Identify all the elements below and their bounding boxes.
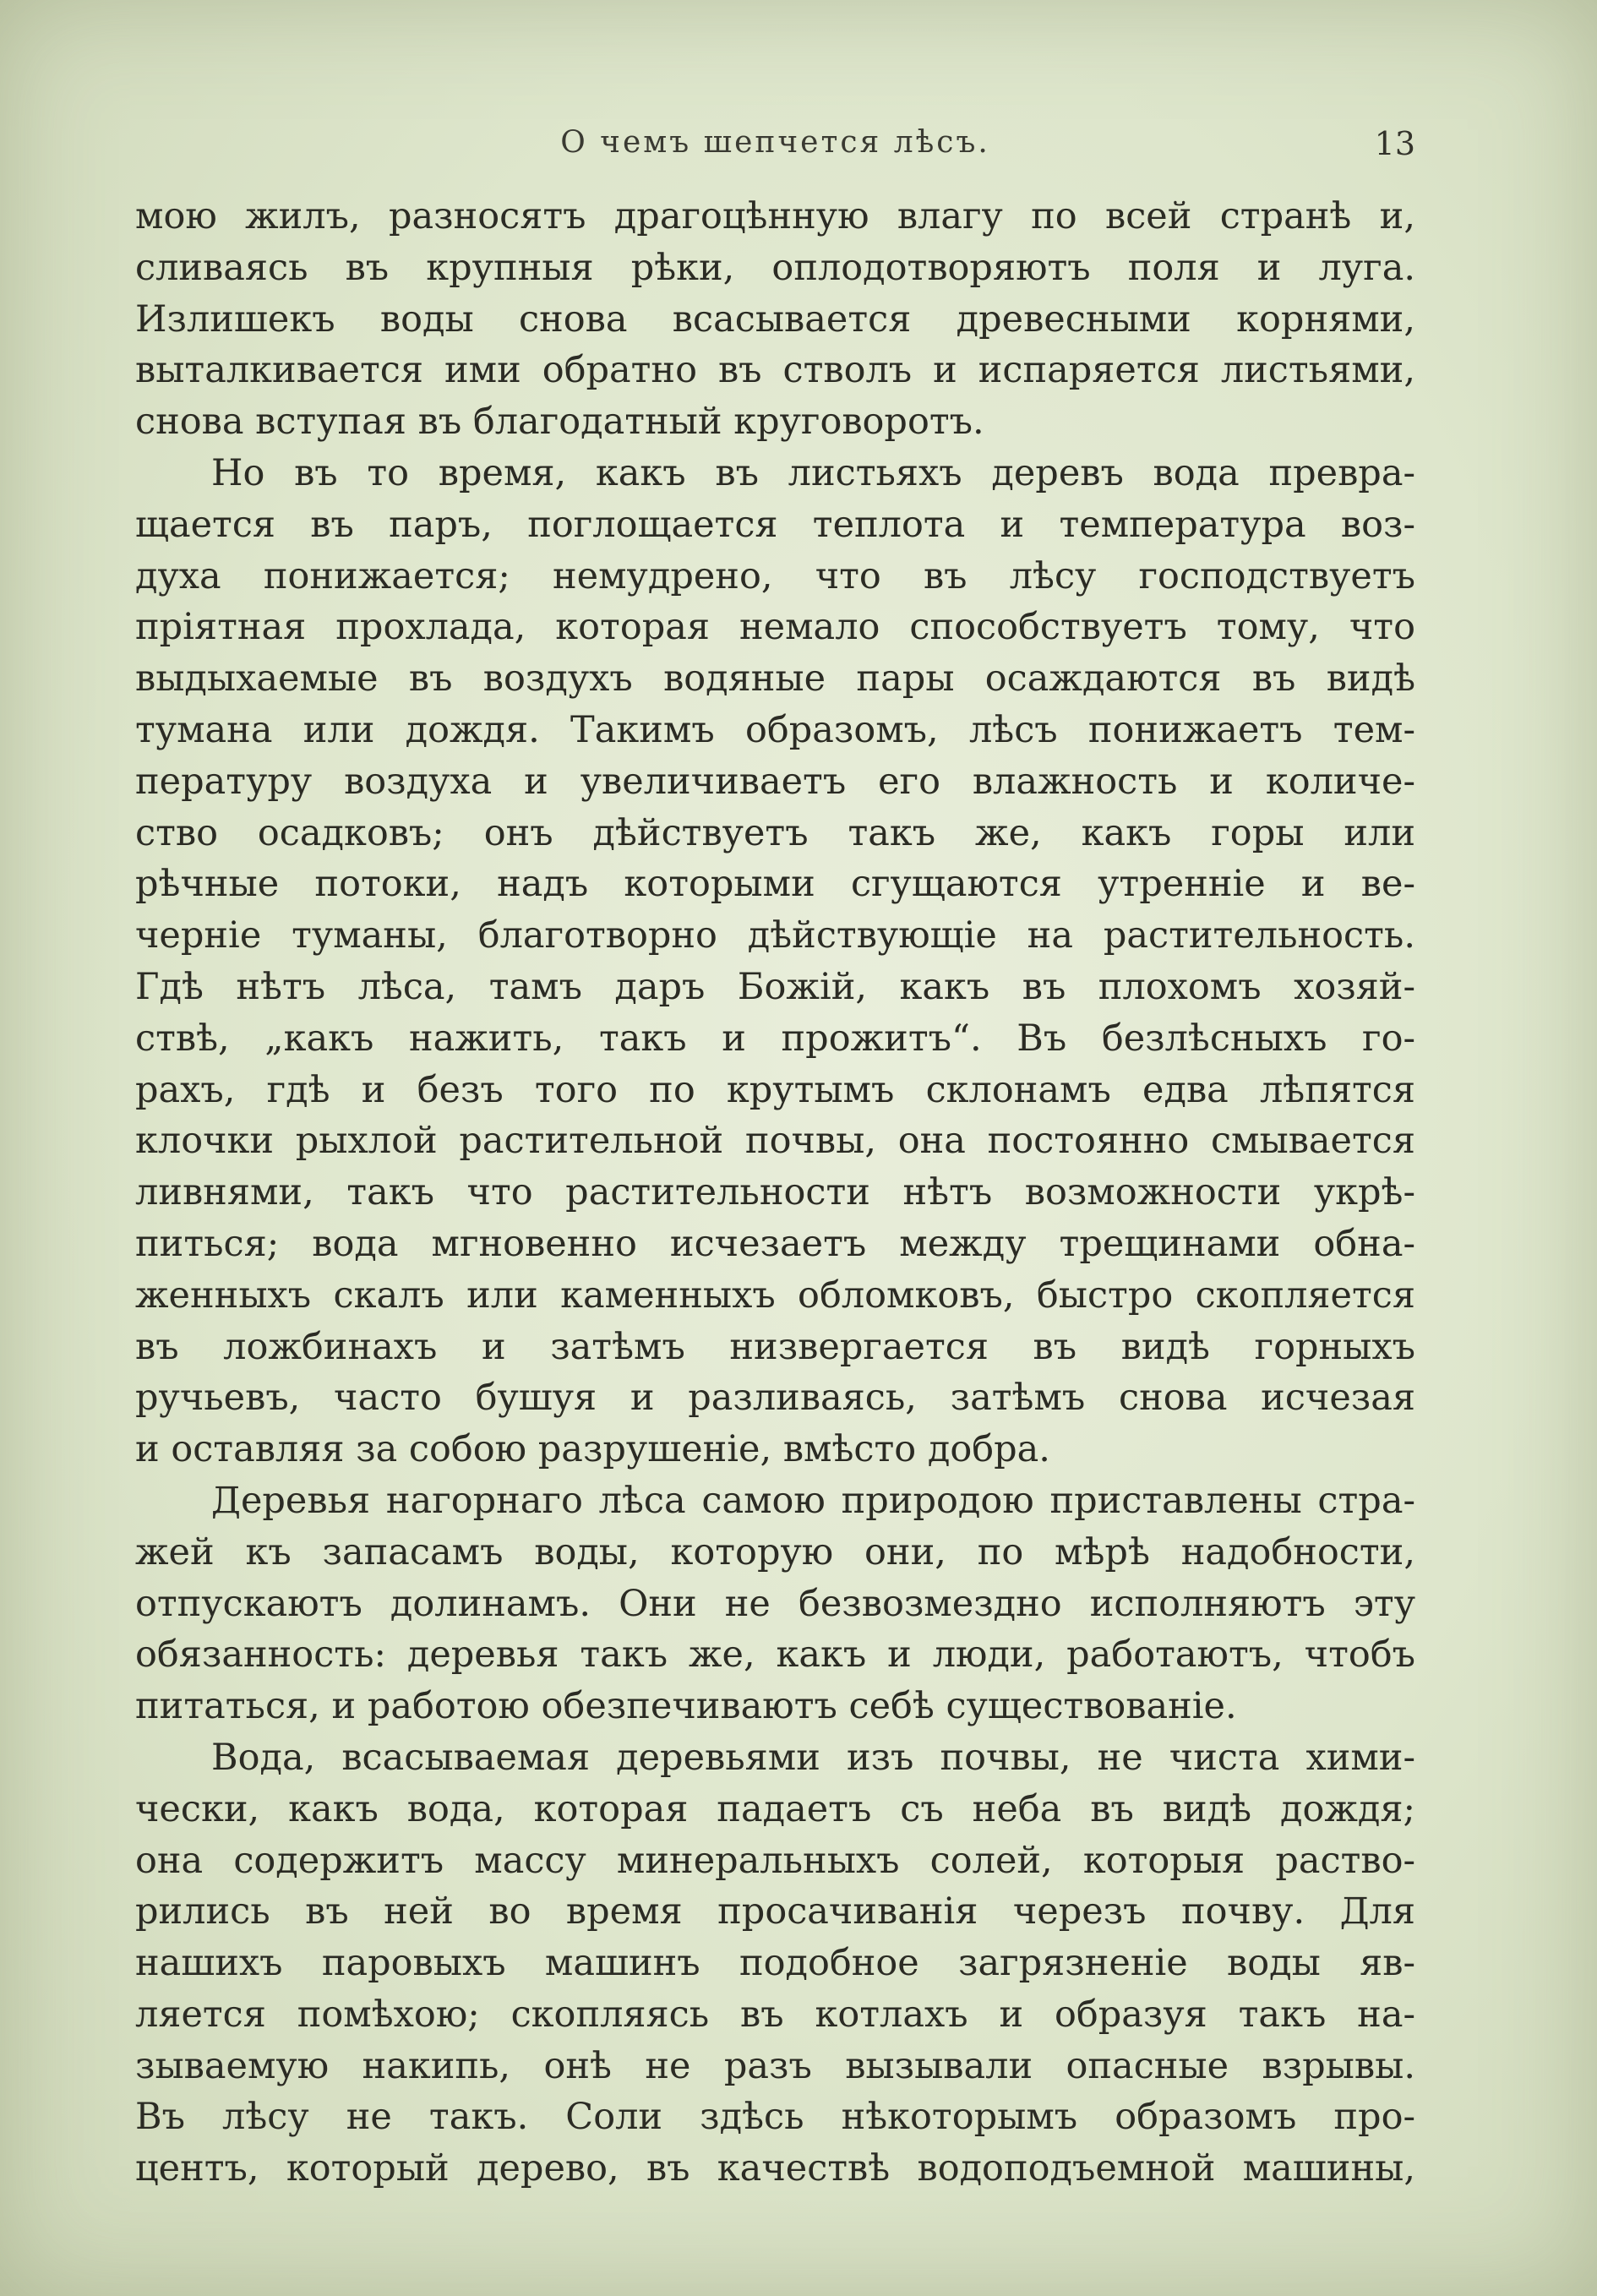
text-line: рились въ ней во время просачиванія черезъ почву. Для [135, 1890, 1415, 1933]
text-line: обязанность: деревья такъ же, какъ и люди, работаютъ, чтобъ [135, 1633, 1415, 1677]
text-line: рѣчные потоки, надъ которыми сгущаются утренніе и ве- [135, 863, 1415, 906]
text-line: чески, какъ вода, которая падаетъ съ неба въ видѣ дождя; [135, 1787, 1415, 1830]
text-line: ствѣ, „какъ нажить, такъ и прожитъ“. Въ безлѣсныхъ го- [135, 1017, 1415, 1060]
text-line: Гдѣ нѣтъ лѣса, тамъ даръ Божій, какъ въ плохомъ хозяй- [135, 965, 1415, 1008]
text-line: выталкивается ими обратно въ стволъ и испаряется листьями, [135, 349, 1415, 392]
text-line: зываемую накипь, онѣ не разъ вызывали опасные взрывы. [135, 2044, 1415, 2087]
body-text [135, 191, 1415, 2195]
text-line: Въ лѣсу не такъ. Соли здѣсь нѣкоторымъ образомъ про- [135, 2096, 1415, 2139]
text-line: духа понижается; немудрено, что въ лѣсу господствуетъ [135, 554, 1415, 597]
text-line: она содержитъ массу минеральныхъ солей, которыя раство- [135, 1839, 1415, 1882]
text-line: мою жилъ, разносятъ драгоцѣнную влагу по всей странѣ и, [135, 195, 1415, 237]
text-line: ство осадковъ; онъ дѣйствуетъ такъ же, какъ горы или [135, 811, 1415, 854]
text-line: центъ, который дерево, въ качествѣ водоподъемной машины, [135, 2147, 1415, 2190]
text-line: женныхъ скалъ или каменныхъ обломковъ, быстро скопляется [135, 1273, 1415, 1317]
text-line: тумана или дождя. Такимъ образомъ, лѣсъ понижаетъ тем- [135, 708, 1415, 751]
text-line: отпускаютъ долинамъ. Они не безвозмездно исполняютъ эту [135, 1582, 1415, 1625]
text-line: Но въ то время, какъ въ листьяхъ деревъ вода превра- [211, 451, 1415, 494]
text-line: Вода, всасываемая деревьями изъ почвы, не чиста хими- [211, 1736, 1415, 1779]
text-line: въ ложбинахъ и затѣмъ низвергается въ видѣ горныхъ [135, 1325, 1415, 1368]
running-title: О чемъ шепчется лѣсъ. [560, 125, 990, 160]
text-line: питься; вода мгновенно исчезаетъ между трещинами обна- [135, 1222, 1415, 1265]
text-line: и оставляя за собою разрушеніе, вмѣсто добра. [135, 1428, 1050, 1471]
text-line: ручьевъ, часто бушуя и разливаясь, затѣмъ снова исчезая [135, 1377, 1415, 1420]
text-line: пературу воздуха и увеличиваетъ его влажность и количе- [135, 760, 1415, 803]
text-line: питаться, и работою обезпечиваютъ себѣ существованіе. [135, 1685, 1237, 1728]
text-line: ливнями, такъ что растительности нѣтъ возможности укрѣ- [135, 1171, 1415, 1214]
text-line: жей къ запасамъ воды, которую они, по мѣрѣ надобности, [135, 1530, 1415, 1573]
page-number: 13 [1374, 125, 1415, 162]
text-line: пріятная прохлада, которая немало способствуетъ тому, что [135, 606, 1415, 649]
text-line: черніе туманы, благотворно дѣйствующіе на растительность. [135, 914, 1415, 957]
text-line: рахъ, гдѣ и безъ того по крутымъ склонамъ едва лѣпятся [135, 1068, 1415, 1111]
running-head [135, 125, 1415, 167]
text-line: клочки рыхлой растительной почвы, она постоянно смывается [135, 1120, 1415, 1163]
text-line: выдыхаемые въ воздухъ водяные пары осаждаются въ видѣ [135, 657, 1415, 701]
text-line: нашихъ паровыхъ машинъ подобное загрязненіе воды яв- [135, 1942, 1415, 1985]
text-line: Деревья нагорнаго лѣса самою природою приставлены стра- [211, 1479, 1415, 1522]
text-line: щается въ паръ, поглощается теплота и температура воз- [135, 503, 1415, 546]
text-line: снова вступая въ благодатный круговоротъ. [135, 401, 984, 444]
text-line: ляется помѣхою; скопляясь въ котлахъ и образуя такъ на- [135, 1993, 1415, 2036]
text-line: Излишекъ воды снова всасывается древесными корнями, [135, 297, 1415, 341]
text-line: сливаясь въ крупныя рѣки, оплодотворяютъ поля и луга. [135, 246, 1415, 289]
